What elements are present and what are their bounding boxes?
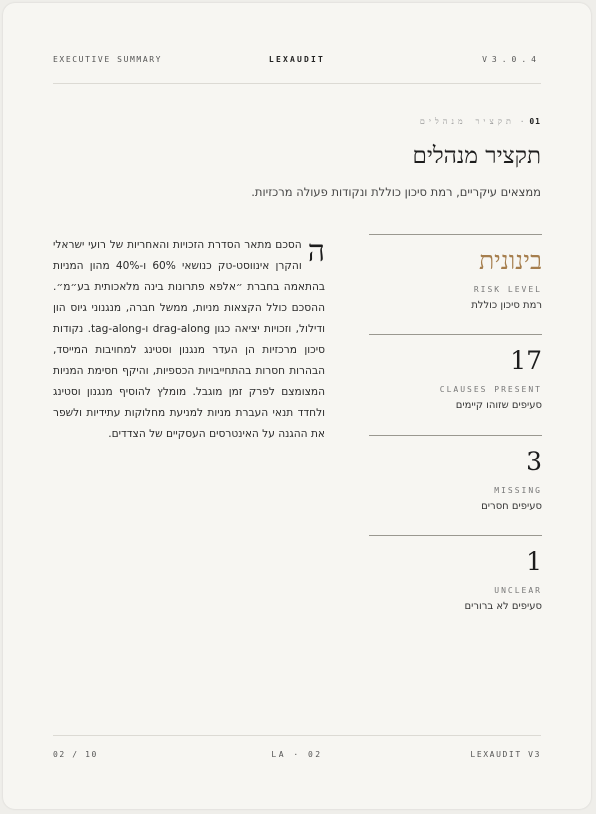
section-number: 01 (529, 117, 541, 126)
summary-text: הסכם מתאר הסדרת הזכויות והאחריות של רועי ישראלי והקרן אינווסט-טק כנושאי 60% ו-40% מהון המניות בהתאמה בחברת ״אלפא פתרונות בינה מלאכותית בע״מ״. ההסכם כולל הקצאות מניות, ממשל חברה, מנגנוני גיוס הון ודילול, וזכויות יציאה כגון drag-along ו-tag-along. נקודות סיכון מרכזיות הן העדר מנגנון וסטינג למחויבות המייסד, הבהרות חסרות בהתחייבויות הכספיות, והיקף חסימת המניות המצומצם לפרק זמן מוגבל. מומלץ להוסיף מנגנון וסטינג ולחדד תנאי העברת מניות למניעת מחלוקות עתידיות ולשפר את ההגנה על האינטרסים העסקיים של הצדדים. (53, 239, 325, 440)
stat-clauses-present (369, 334, 542, 411)
page-number: 02 / 10 (53, 750, 98, 759)
stat-label: CLAUSES PRESENT (439, 385, 542, 394)
stat-sub: רמת סיכון כוללת (471, 300, 542, 311)
section-label: תקציר מנהלים (419, 117, 515, 126)
header-divider (53, 83, 541, 84)
header-version: V3.0.4 (482, 55, 541, 64)
stat-value: 17 (510, 346, 542, 375)
stat-risk-level (369, 234, 542, 311)
summary-body (53, 235, 325, 445)
stat-value: 1 (526, 547, 542, 576)
stat-sub: סעיפים לא ברורים (464, 601, 542, 612)
stat-missing (369, 435, 542, 512)
footer-divider (53, 735, 541, 736)
page-title: תקציר מנהלים (412, 143, 541, 169)
stat-sub: סעיפים חסרים (481, 501, 542, 512)
header-brand: LEXAUDIT (268, 55, 326, 64)
footer-code: LA · 02 (271, 750, 323, 759)
footer-brand: LEXAUDIT V3 (470, 750, 541, 759)
stat-value: 3 (526, 447, 542, 476)
stat-label: UNCLEAR (494, 586, 542, 595)
stat-unclear (369, 535, 542, 612)
section-separator: · (519, 117, 525, 126)
page-header (53, 55, 541, 69)
document-page (3, 3, 591, 809)
section-marker (420, 117, 541, 126)
stat-value: בינונית (478, 246, 542, 275)
stat-sub: סעיפים שזוהו קיימים (455, 400, 542, 411)
header-left-label: EXECUTIVE SUMMARY (53, 55, 163, 64)
drop-cap: ה (307, 234, 325, 269)
page-footer (53, 750, 541, 764)
stat-label: RISK LEVEL (473, 285, 542, 294)
stat-label: MISSING (494, 486, 542, 495)
page-subtitle: ממצאים עיקריים, רמת סיכון כוללת ונקודות פעולה מרכזיות. (251, 185, 541, 199)
